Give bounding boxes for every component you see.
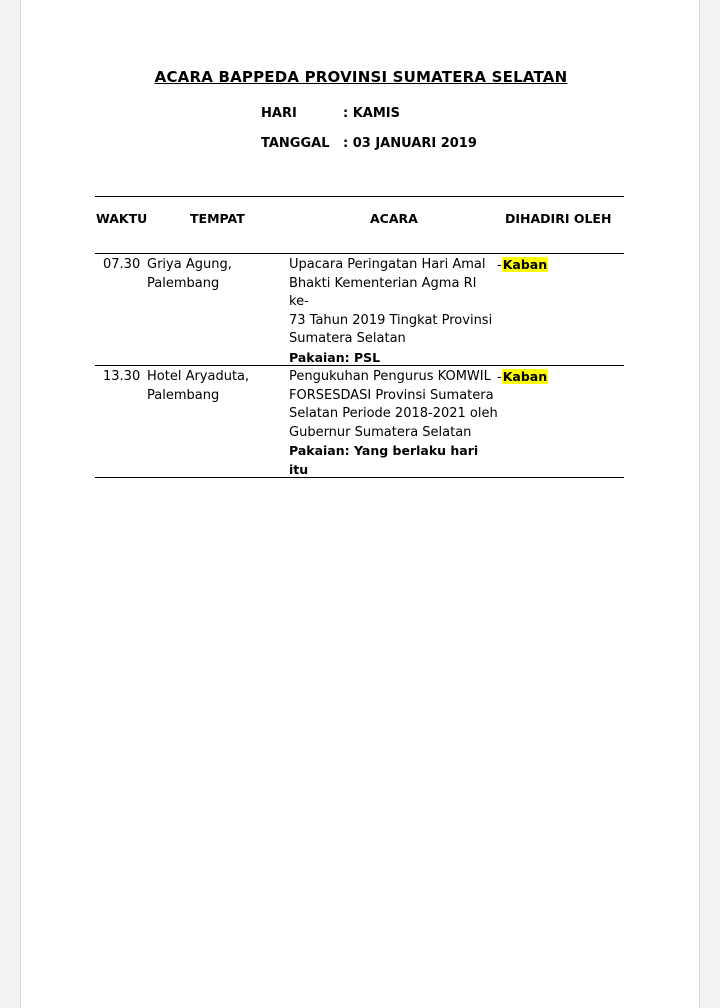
tanggal-row xyxy=(261,136,477,151)
document-title: ACARA BAPPEDA PROVINSI SUMATERA SELATAN xyxy=(154,68,568,86)
tanggal-label: TANGGAL xyxy=(261,136,330,151)
hari-value: : KAMIS xyxy=(343,106,400,121)
row-acara xyxy=(289,368,499,479)
row-dash: - xyxy=(497,370,502,385)
row-acara-line: Selatan Periode 2018-2021 oleh xyxy=(289,406,498,421)
row-tempat-line: Griya Agung, xyxy=(147,257,232,272)
row-tempat-line: Palembang xyxy=(147,275,220,291)
header-acara: ACARA xyxy=(370,211,418,226)
row-tempat-line: Palembang xyxy=(147,387,220,403)
row-acara-line: Bhakti Kementerian Agma RI ke- xyxy=(289,275,477,309)
row-dihadiri-value: Kaban xyxy=(502,257,548,272)
row-acara-line: 73 Tahun 2019 Tingkat Provinsi xyxy=(289,312,493,328)
row-acara-line: FORSESDASI Provinsi Sumatera xyxy=(289,387,494,403)
header-dihadiri: DIHADIRI OLEH xyxy=(505,211,612,226)
row-dihadiri-value: Kaban xyxy=(502,369,548,384)
hari-label: HARI xyxy=(261,106,297,121)
row-pakaian: Pakaian: PSL xyxy=(289,349,381,365)
row-dash: - xyxy=(497,258,502,273)
row-acara-line: Pengukuhan Pengurus KOMWIL xyxy=(289,369,491,384)
row-pakaian: Pakaian: Yang berlaku hari itu xyxy=(289,443,479,477)
row-tempat xyxy=(147,368,249,405)
row-acara xyxy=(289,256,499,367)
row-dihadiri xyxy=(497,368,548,388)
table-bottom-rule xyxy=(95,477,624,478)
row-waktu: 13.30 xyxy=(103,369,141,384)
tanggal-value: : 03 JANUARI 2019 xyxy=(343,136,477,151)
row-waktu: 07.30 xyxy=(103,257,141,272)
header-waktu: WAKTU xyxy=(96,211,148,226)
table-top-rule xyxy=(95,196,624,197)
document-page xyxy=(20,0,700,1008)
row-tempat-line: Hotel Aryaduta, xyxy=(147,369,250,384)
row-tempat xyxy=(147,256,232,293)
row-acara-line: Gubernur Sumatera Selatan xyxy=(289,424,472,440)
row-acara-line: Sumatera Selatan xyxy=(289,331,406,346)
header-bottom-rule xyxy=(95,253,624,254)
row-divider xyxy=(95,365,624,366)
header-tempat: TEMPAT xyxy=(190,211,245,226)
hari-row xyxy=(261,106,400,121)
row-acara-line: Upacara Peringatan Hari Amal xyxy=(289,257,486,272)
row-dihadiri xyxy=(497,256,548,276)
